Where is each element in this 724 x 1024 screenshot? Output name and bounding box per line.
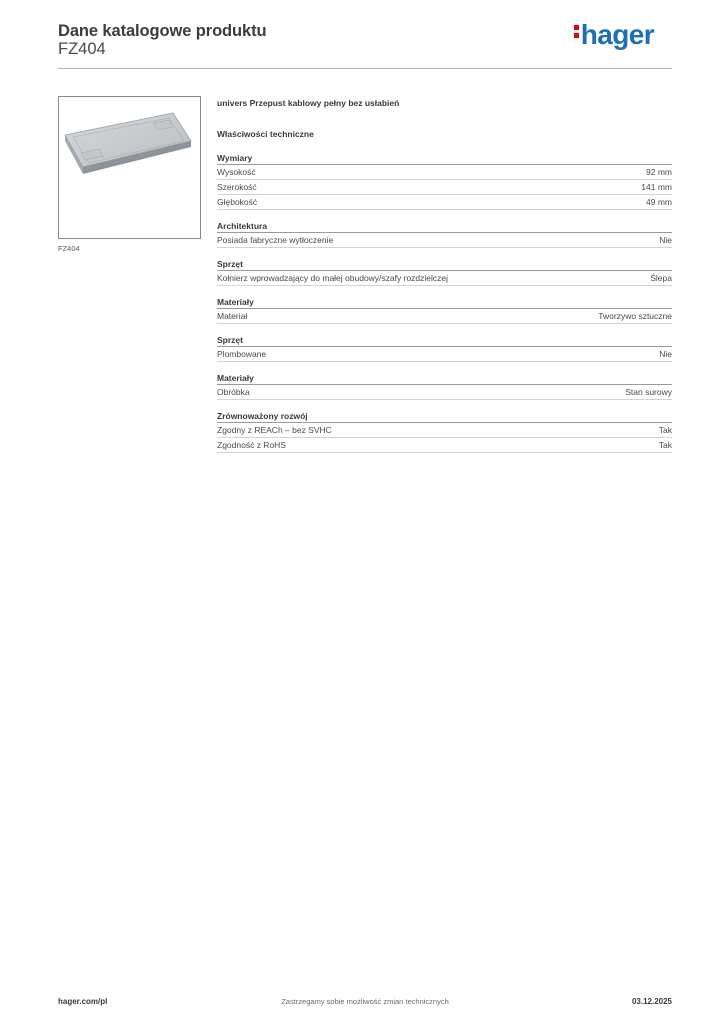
product-code: FZ404 [58,40,106,58]
spec-row [217,233,672,248]
page-footer [58,997,672,1011]
section-equipment-sealing [217,333,672,362]
spec-row [217,309,672,324]
spec-label: Posiada fabryczne wytłoczenie [217,235,334,245]
section-title: Zrównoważony rozwój [217,409,672,423]
image-caption: FZ404 [58,244,80,253]
product-image [58,96,201,239]
document-title: Dane katalogowe produktu [58,22,267,40]
spec-row [217,438,672,453]
spec-label: Obróbka [217,387,250,397]
hager-logo [574,19,654,51]
page-header [58,20,672,70]
section-title: Sprzęt [217,333,672,347]
spec-value: 92 mm [646,167,672,177]
spec-label: Szerokość [217,182,257,192]
spec-value: 141 mm [641,182,672,192]
section-sustainability [217,409,672,453]
spec-label: Zgodny z REACh – bez SVHC [217,425,332,435]
spec-row [217,385,672,400]
spec-value: Ślepa [650,273,672,283]
spec-label: Plombowane [217,349,267,359]
section-architecture [217,219,672,248]
footer-website-link[interactable]: hager.com/pl [58,997,108,1006]
logo-text: hager [580,19,654,50]
spec-label: Materiał [217,311,248,321]
spec-row [217,165,672,180]
technical-properties-title: Właściwości techniczne [217,129,314,139]
section-materials-finish [217,371,672,400]
spec-label: Wysokość [217,167,256,177]
spec-value: Tworzywo sztuczne [598,311,672,321]
footer-date: 03.12.2025 [631,997,672,1006]
spec-value: Tak [658,425,672,435]
spec-value: Nie [659,235,672,245]
section-equipment [217,257,672,286]
product-details [217,96,672,453]
section-materials [217,295,672,324]
cable-entry-plate-image [59,97,200,238]
spec-row [217,347,672,362]
spec-row [217,423,672,438]
product-name: univers Przepust kablowy pełny bez usłabień [217,98,400,108]
spec-label: Kołnierz wprowadzający do małej obudowy/szafy rozdzielczej [217,273,449,283]
section-title: Materiały [217,295,672,309]
spec-value: 49 mm [646,197,672,207]
logo-dots-icon [574,22,581,41]
spec-value: Stan surowy [625,387,672,397]
footer-disclaimer: Zastrzegamy sobie możliwość zmian technicznych [281,997,449,1006]
spec-row [217,271,672,286]
section-title: Sprzęt [217,257,672,271]
spec-label: Głębokość [217,197,258,207]
section-title: Wymiary [217,151,672,165]
section-dimensions [217,151,672,210]
section-title: Materiały [217,371,672,385]
spec-label: Zgodność z RoHS [217,440,286,450]
spec-value: Tak [658,440,672,450]
section-title: Architektura [217,219,672,233]
header-divider [58,68,672,69]
spec-value: Nie [659,349,672,359]
spec-row [217,195,672,210]
spec-row [217,180,672,195]
